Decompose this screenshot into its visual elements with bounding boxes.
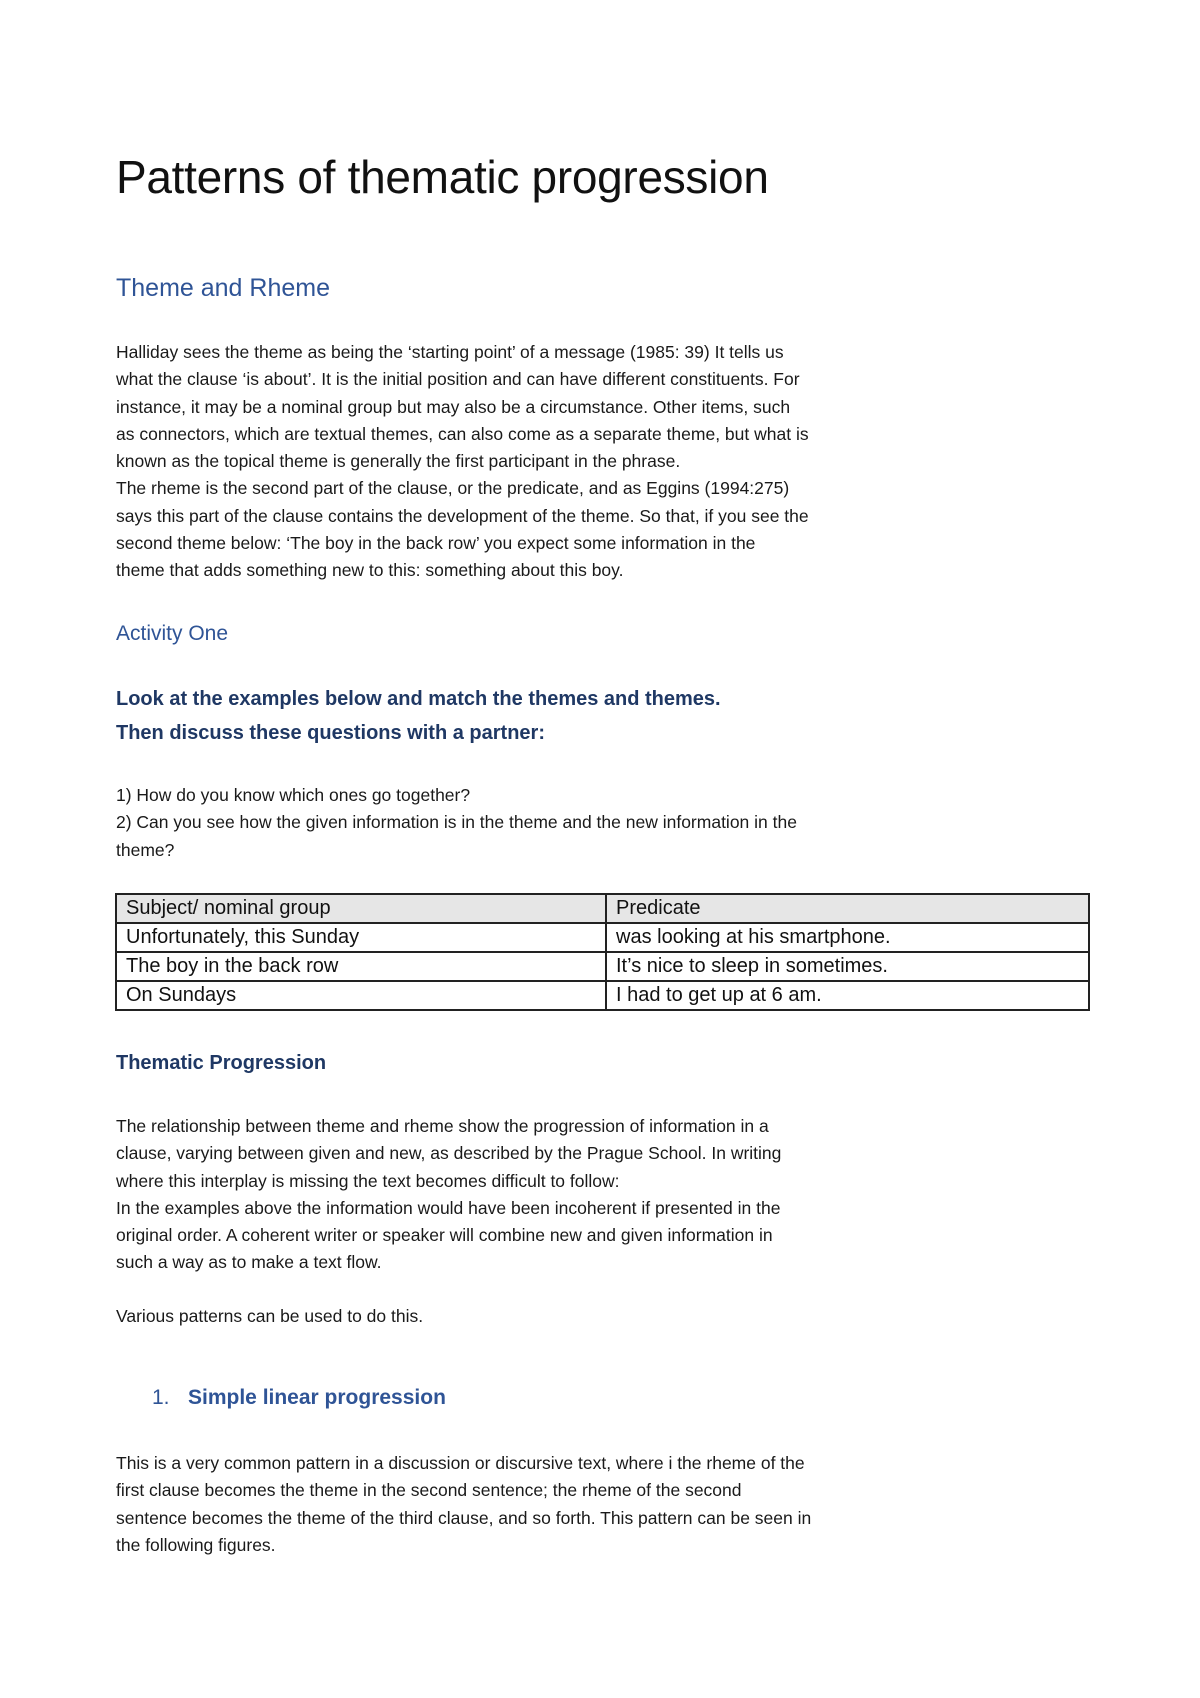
paragraph-line: In the examples above the information would have been incoherent if presented in the (116, 1197, 781, 1218)
table-header-cell: Subject/ nominal group (116, 894, 606, 923)
list-number: 1. (152, 1386, 170, 1409)
activity-instruction-discuss: Then discuss these questions with a partner: (116, 722, 545, 744)
paragraph-line: instance, it may be a nominal group but may also be a circumstance. Other items, such (116, 396, 791, 417)
paragraph-line: says this part of the clause contains the development of the theme. So that, if you see the (116, 505, 809, 526)
paragraph-line: as connectors, which are textual themes, can also come as a separate theme, but what is (116, 423, 809, 444)
question-line: theme? (116, 839, 175, 860)
paragraph-line: sentence becomes the theme of the third clause, and so forth. This pattern can be seen in (116, 1507, 812, 1528)
question-line: 2) Can you see how the given information is in the theme and the new information in the (116, 812, 797, 833)
activity-instruction-match: Look at the examples below and match the themes and themes. (116, 688, 721, 710)
paragraph-line: This is a very common pattern in a discussion or discursive text, where i the rheme of the (116, 1453, 805, 1473)
table-cell: It’s nice to sleep in sometimes. (606, 952, 1089, 981)
question-line: 1) How do you know which ones go together? (116, 785, 471, 805)
theme-rheme-paragraph (116, 339, 976, 585)
table-cell: The boy in the back row (116, 952, 606, 981)
paragraph-line: the following figures. (116, 1534, 276, 1555)
table-header-cell: Predicate (606, 894, 1089, 923)
table-row (116, 952, 1089, 981)
patterns-intro-line: Various patterns can be used to do this. (116, 1306, 424, 1326)
thematic-progression-paragraph (116, 1113, 976, 1277)
paragraph-line: original order. A coherent writer or speaker will combine new and given information in (116, 1225, 773, 1246)
paragraph-line: The rheme is the second part of the clause, or the predicate, and as Eggins (1994:275) (116, 478, 790, 499)
section-heading-thematic-progression: Thematic Progression (116, 1052, 327, 1074)
paragraph-line: where this interplay is missing the text becomes difficult to follow: (116, 1170, 620, 1191)
paragraph-line: theme that adds something new to this: something about this boy. (116, 560, 624, 581)
table-row (116, 923, 1089, 952)
paragraph-line: what the clause ‘is about’. It is the initial position and can have different constituents. For (116, 369, 800, 390)
paragraph-line: clause, varying between given and new, as described by the Prague School. In writing (116, 1143, 782, 1164)
page-title: Patterns of thematic progression (116, 151, 769, 203)
table-cell: On Sundays (116, 981, 606, 1010)
matching-table (115, 893, 1090, 1011)
simple-linear-paragraph (116, 1450, 976, 1559)
paragraph-line: The relationship between theme and rheme show the progression of information in a (116, 1116, 769, 1136)
activity-questions (116, 782, 976, 864)
paragraph-line: such a way as to make a text flow. (116, 1252, 382, 1273)
table-cell: I had to get up at 6 am. (606, 981, 1089, 1010)
paragraph-line: second theme below: ‘The boy in the back row’ you expect some information in the (116, 533, 756, 554)
table-cell: Unfortunately, this Sunday (116, 923, 606, 952)
section-heading-theme-rheme: Theme and Rheme (116, 274, 331, 302)
table-row (116, 981, 1089, 1010)
paragraph-line: first clause becomes the theme in the second sentence; the rheme of the second (116, 1480, 742, 1501)
table-header-row (116, 894, 1089, 923)
section-heading-simple-linear: Simple linear progression (188, 1386, 446, 1409)
paragraph-line: Halliday sees the theme as being the ‘starting point’ of a message (1985: 39) It tells us (116, 342, 784, 362)
table-cell: was looking at his smartphone. (606, 923, 1089, 952)
section-heading-activity-one: Activity One (116, 622, 229, 645)
paragraph-line: known as the topical theme is generally the first participant in the phrase. (116, 451, 681, 472)
